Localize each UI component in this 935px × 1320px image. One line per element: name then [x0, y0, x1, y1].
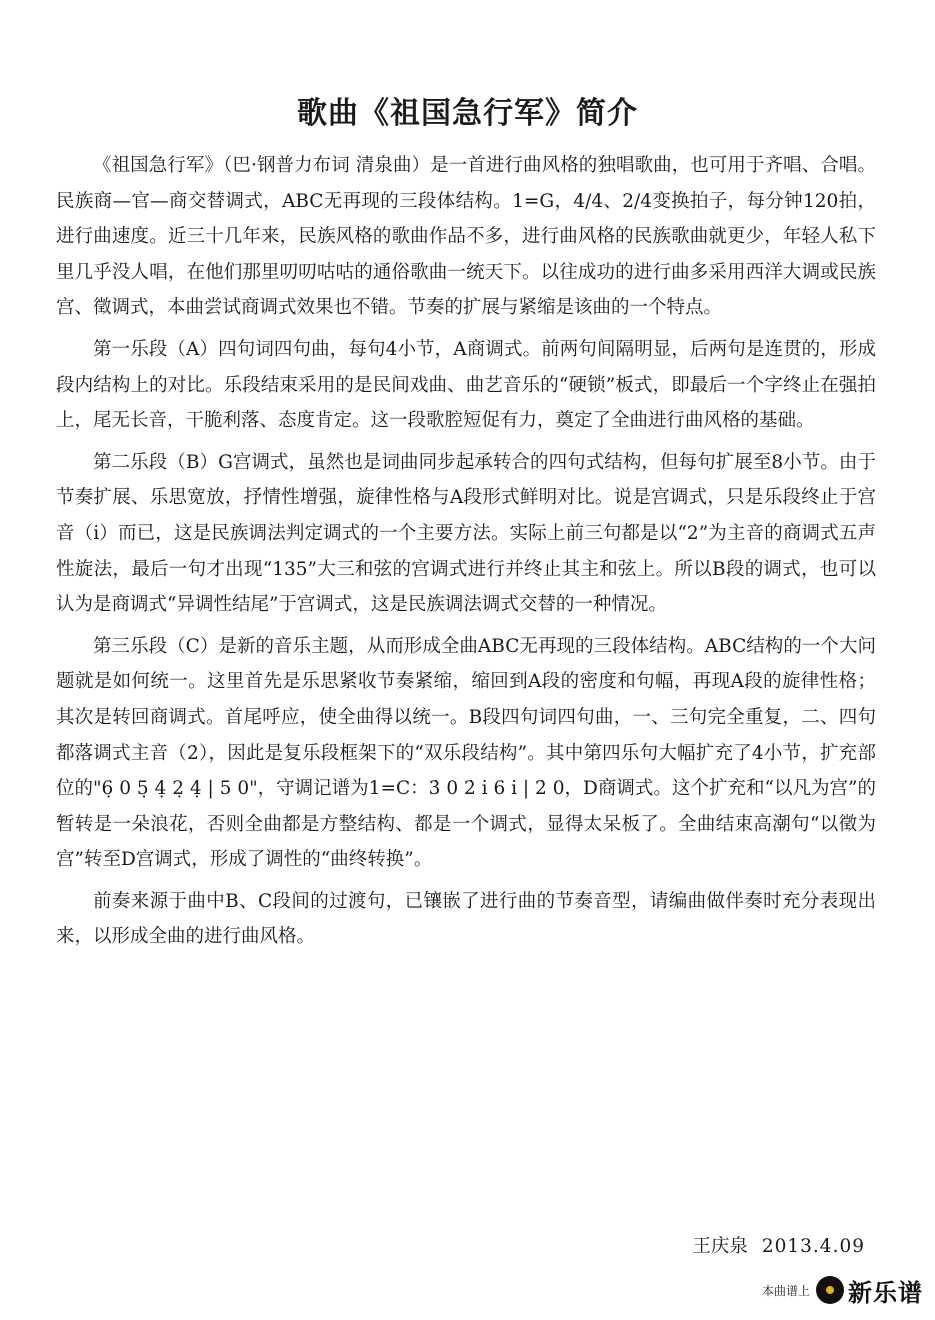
brand-logo-text: 新乐谱	[848, 1278, 923, 1307]
paragraph-section-a: 第一乐段（A）四句词四句曲，每句4小节，A商调式。前两句间隔明显，后两句是连贯的，形成段内结构上的对比。乐段结束采用的是民间戏曲、曲艺音乐的“硬锁”板式，即最后一个字终止在强拍上，尾无长音，干脆利落、态度肯定。这一段歌腔短促有力，奠定了全曲进行曲风格的基础。	[56, 338, 876, 432]
footer-watermark	[762, 1270, 923, 1310]
paragraph-intro: 《祖国急行军》（巴·钢普力布词 清泉曲）是一首进行曲风格的独唱歌曲，也可用于齐唱、合唱。民族商—官—商交替调式，ABC无再现的三段体结构。1=G，4/4、2/4变换拍子，每分钟120拍，进行曲速度。近三十几年来，民族风格的歌曲作品不多，进行曲风格的民族歌曲就更少，年轻人私下里几乎没人唱，在他们那里叨叨咕咕的通俗歌曲一统天下。以往成功的进行曲多采用西洋大调或民族宫、徵调式，本曲尝试商调式效果也不错。节奏的扩展与紧缩是该曲的一个特点。	[56, 155, 876, 319]
article-body	[56, 148, 876, 961]
paragraph-section-c: 第三乐段（C）是新的音乐主题，从而形成全曲ABC无再现的三段体结构。ABC结构的一个大问题就是如何统一。这里首先是乐思紧收节奏紧缩，缩回到A段的密度和句幅，再现A段的旋律性格；其次是转回商调式。首尾呼应，使全曲得以统一。B段四句词四句曲，一、三句完全重复，二、四句都落调式主音（2̇），因此是复乐段框架下的“双乐段结构”。其中第四乐句大幅扩充了4小节，扩充部位的"6̣ 0 5̣ 4̣ 2̣ 4̣ | 5 0"，守调记谱为1=C：3̇ 0 2̇ i̇ 6 i̇ | 2̇ 0，D商调式。这个扩充和“以凡为宫”的暂转是一朵浪花，否则全曲都是方整结构、都是一个调式，显得太呆板了。全曲结束高潮句“以徵为宫”转至D宫调式，形成了调性的“曲终转换”。	[56, 635, 876, 871]
page-title: 歌曲《祖国急行军》简介	[297, 96, 638, 132]
signature-date: 2013.4.09	[761, 1236, 865, 1257]
signature	[692, 1232, 865, 1262]
signature-author: 王庆泉	[692, 1236, 748, 1257]
paragraph-section-b: 第二乐段（B）G宫调式，虽然也是词曲同步起承转合的四句式结构，但每句扩展至8小节。由于节奏扩展、乐思宽放，抒情性增强，旋律性格与A段形式鲜明对比。说是宫调式，只是乐段终止于宫音（i̇）而已，这是民族调法判定调式的一个主要方法。实际上前三句都是以“2”为主音的商调式五声性旋法，最后一句才出现“135”大三和弦的宫调式进行并终止其主和弦上。所以B段的调式，也可以认为是商调式“异调性结尾”于宫调式，这是民族调法调式交替的一种情况。	[56, 451, 876, 616]
vinyl-disc-icon	[816, 1276, 844, 1304]
footer-note: 本曲谱上	[761, 1283, 810, 1298]
paragraph-prelude: 前奏来源于曲中B、C段间的过渡句，已镶嵌了进行曲的节奏音型，请编曲做伴奏时充分表现出来，以形成全曲的进行曲风格。	[56, 890, 876, 948]
